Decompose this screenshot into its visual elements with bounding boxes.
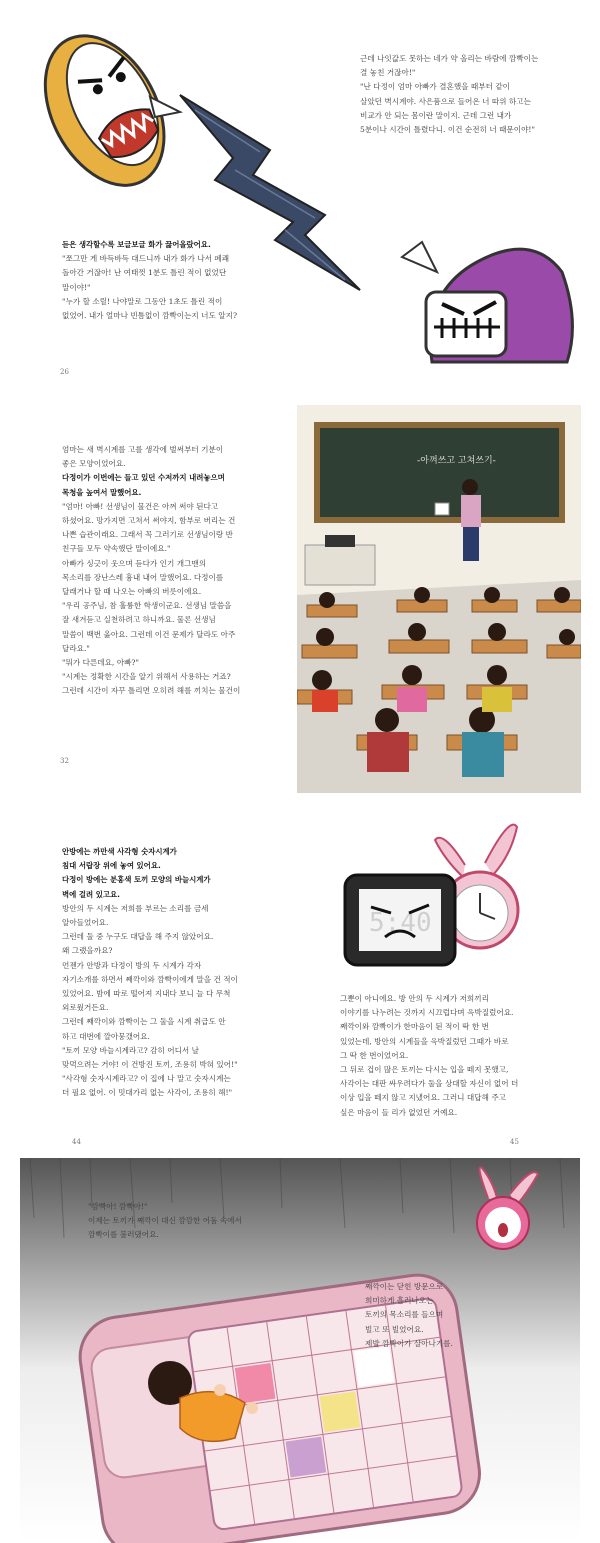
text-line-bold: 듣은 생각할수록 보글보글 화가 끓어올랐어요. bbox=[62, 240, 211, 249]
page-1-right-text bbox=[360, 52, 538, 137]
text-line-bold: 다정이 방에는 분홍색 토끼 모양의 바늘시계가 bbox=[62, 875, 211, 885]
page-2 bbox=[0, 395, 600, 795]
text-line-bold: 다정이가 이번에는 들고 있던 수저까지 내려놓으며 bbox=[62, 473, 225, 483]
text-line-bold: 벽에 걸려 있고요. bbox=[62, 889, 120, 899]
page-3-right-text bbox=[340, 992, 518, 1120]
text-line: 비교가 안 되는 몸이란 말이지. 근데 그런 내가 bbox=[360, 110, 512, 120]
text-line: 째깍이는 닫힌 방문으로 bbox=[365, 1282, 444, 1291]
text-line-bold: 안방에는 까만색 사각형 숫자시계가 bbox=[62, 847, 177, 856]
page-3 bbox=[0, 805, 600, 1155]
text-line: 하셨어요. 망가지면 고쳐서 써야지, 함부로 버리는 건 bbox=[62, 516, 236, 526]
text-line: 달래거나 할 때 나오는 아빠의 버릇이에요. bbox=[62, 587, 202, 597]
page-4-right-text bbox=[365, 1280, 453, 1351]
text-line: 살았던 벽시계야. 사은품으로 들어온 너 따위 하고는 bbox=[360, 96, 531, 106]
text-line: 말이야!" bbox=[62, 282, 91, 292]
text-line: 근데 나잇값도 못하는 네가 약 올리는 바람에 깜빡이는 bbox=[360, 54, 539, 63]
blackboard-text: -아껴쓰고 고쳐쓰기- bbox=[417, 456, 496, 466]
text-line: "쪼그만 게 바득바득 대드니까 내가 화가 나서 폐쾌 bbox=[62, 254, 230, 264]
classroom-illustration bbox=[297, 405, 581, 793]
text-line: 알아들었어요. bbox=[62, 918, 109, 928]
text-line: 있었어요. 밤에 따로 떨어져 지내다 보니 늘 다 무척 bbox=[62, 989, 231, 999]
text-line-bold: 침대 서랍장 위에 놓여 있어요. bbox=[62, 861, 161, 871]
text-line: 깜빡이를 불러댔어요. bbox=[88, 1230, 159, 1240]
text-line: 엄마는 새 벽시계를 고를 생각에 벌써부터 기분이 bbox=[62, 445, 224, 454]
text-line: "누가 할 소릴! 나야말로 그동안 1초도 틀린 적이 bbox=[62, 296, 223, 306]
page-2-text bbox=[62, 443, 240, 699]
text-line: 사각이는 대판 싸우려다가 둘을 상대할 자신이 없어 더 bbox=[340, 1079, 519, 1089]
page-number-left: 44 bbox=[72, 1138, 81, 1146]
page-number-right: 45 bbox=[510, 1138, 519, 1146]
text-line: 그뿐이 아니에요. 방 안의 두 시계가 저희끼리 bbox=[340, 994, 489, 1003]
text-line: "사각형 숫자시계라고? 이 집에 나 말고 숫자시계는 bbox=[62, 1074, 231, 1084]
text-line: 말씀이 백번 옳아요. 그런데 이건 문제가 달라도 아주 bbox=[62, 629, 236, 639]
text-line: 친구들 모두 약속했단 말이에요." bbox=[62, 544, 171, 554]
text-line: 목소리를 장난스레 흉내 내어 말했어요. 다정이를 bbox=[62, 572, 224, 582]
text-line: 왜 그랬을까요? bbox=[62, 946, 113, 956]
text-line: 빌고 또 빌었어요. bbox=[365, 1324, 424, 1334]
text-line: 이야기를 나누려는 것까지 시끄럽다며 윽박질렀어요. bbox=[340, 1008, 514, 1018]
text-line: 언젠가 안방과 다정이 방의 두 시계가 각자 bbox=[62, 960, 202, 970]
text-line: 그런데 둘 중 누구도 대답을 해 주지 않았어요. bbox=[62, 932, 214, 942]
text-line: 아빠가 싱긋이 웃으며 듣다가 인기 개그맨의 bbox=[62, 558, 207, 568]
text-line: 하고 대번에 깔아뭉갰어요. bbox=[62, 1031, 150, 1041]
text-line-bold: 목청을 높여서 말했어요. bbox=[62, 487, 142, 497]
page-number: 26 bbox=[60, 368, 69, 376]
page-4 bbox=[0, 1158, 600, 1543]
text-line: 방안의 두 시계는 저희를 부르는 소리를 금세 bbox=[62, 903, 209, 913]
text-line: 이상 입을 떼지 않고 지냈어요. 그러니 대답해 주고 bbox=[340, 1093, 507, 1103]
digital-clock-display: 5:40 bbox=[369, 908, 432, 938]
text-line: 그 딱 한 번이었어요. bbox=[340, 1050, 409, 1060]
text-line: 좋은 모양이었어요. bbox=[62, 459, 126, 469]
text-line: 달라요." bbox=[62, 643, 90, 653]
text-line: 있었는데, 방안의 시계들을 윽박질렀던 그때가 바로 bbox=[340, 1036, 509, 1046]
text-line: 잘 새겨듣고 실천하려고 하니까요. 물론 선생님 bbox=[62, 615, 216, 625]
page-1-left-text bbox=[62, 238, 237, 323]
text-line: 그 뒤로 겁이 많은 토끼는 다시는 입을 떼지 못했고, bbox=[340, 1065, 509, 1075]
text-line: "우리 공주님, 참 훌륭한 학생이군요. 선생님 말씀을 bbox=[62, 601, 232, 611]
angry-orange-clock-illustration bbox=[15, 12, 195, 192]
text-line: 나쁜 습관이래요. 그래서 꼭 그러기로 선생님이랑 반 bbox=[62, 530, 233, 540]
text-line: 결 놓친 거잖아!" bbox=[360, 68, 416, 78]
text-line: 5분이나 시간이 틀렸다니. 이건 순전히 너 때문이야!" bbox=[360, 125, 535, 135]
text-line: 더 필요 없어. 이 밋대가리 없는 사각이, 조용히 해!" bbox=[62, 1088, 233, 1098]
text-line: "시계는 정확한 시간을 알기 위해서 사용하는 거죠? bbox=[62, 672, 231, 682]
text-line: 토끼의 목소리를 들으며 bbox=[365, 1310, 444, 1320]
text-line: 째깍이와 깜빡이가 한마음이 된 적이 딱 한 번 bbox=[340, 1022, 489, 1032]
digital-and-bunny-clock-illustration bbox=[335, 815, 525, 975]
text-line: 돌아간 거잖아! 난 여태껏 1분도 틀린 적이 없었단 bbox=[62, 268, 227, 278]
text-line: 자기소개를 하면서 째깍이와 깜빡이에게 말을 건 적이 bbox=[62, 974, 238, 984]
text-line: 희미하게 흘러나오는 bbox=[365, 1296, 434, 1306]
angry-purple-clock-illustration bbox=[392, 222, 582, 372]
text-line: 이제는 토끼가 째깍이 대신 깜깜한 어둠 속에서 bbox=[88, 1216, 242, 1226]
text-line: 제발 깜빡이가 살아나기를. bbox=[365, 1338, 453, 1348]
text-line: "난 다정이 엄마 아빠가 결혼했을 때부터 같이 bbox=[360, 82, 511, 92]
text-line: "뭐가 다른데요, 아빠?" bbox=[62, 658, 139, 668]
text-line: 맞먹으려는 거야! 이 건방진 토끼, 조용히 박혀 있어!" bbox=[62, 1060, 238, 1070]
text-line: "깜빡아! 깜빡아!" bbox=[88, 1202, 148, 1211]
text-line: 그런데 째깍이와 깜빡이는 그 둘을 시계 취급도 안 bbox=[62, 1017, 226, 1027]
text-line: 없었어. 내가 얼마나 빈틈없이 깜빡이는지 너도 알지? bbox=[62, 311, 238, 321]
page-1 bbox=[0, 0, 600, 385]
text-line: "토끼 모양 바늘시계라고? 감히 어디서 날 bbox=[62, 1045, 200, 1055]
text-line: 싶은 마음이 들 리가 없었던 거예요. bbox=[340, 1107, 458, 1117]
text-line: "엄마! 아빠! 선생님이 물건은 아껴 써야 된다고 bbox=[62, 501, 219, 511]
page-3-left-text bbox=[62, 845, 238, 1101]
text-line: 그런데 시간이 자꾸 틀리면 오히려 해를 끼치는 물건이 bbox=[62, 686, 241, 696]
page-number: 32 bbox=[60, 757, 69, 765]
text-line: 외로웠거든요. bbox=[62, 1003, 109, 1013]
page-4-left-text bbox=[88, 1200, 242, 1243]
